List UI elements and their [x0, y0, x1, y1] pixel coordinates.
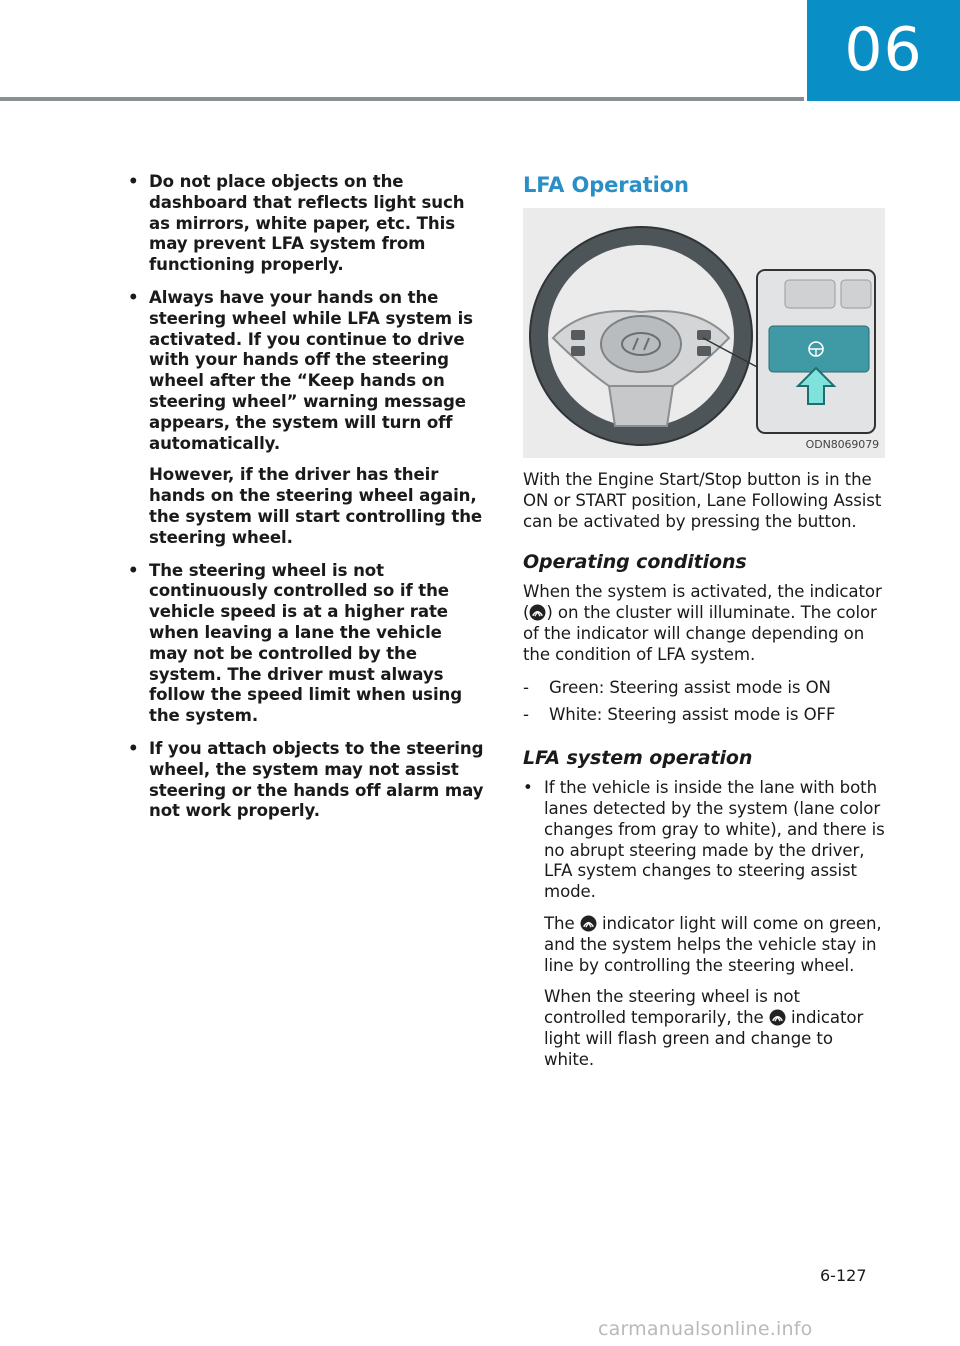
operating-conditions-heading: Operating conditions	[523, 551, 747, 574]
list-item	[128, 288, 484, 549]
watermark: carmanualsonline.info	[598, 1318, 813, 1340]
list-item	[523, 678, 885, 699]
operating-conditions-text	[523, 582, 885, 665]
chapter-tab: 06	[807, 0, 960, 101]
list-item-text	[544, 914, 885, 976]
page-number: 6-127	[820, 1266, 867, 1285]
lfa-button-figure	[523, 208, 885, 458]
list-item-text: Always have your hands on the steering wheel while LFA system is activated. If you continue to drive with your hands off the steering wheel after the “Keep hands on steering wheel” warning message appears, the system will turn off automatically.	[149, 287, 473, 453]
list-item	[523, 778, 885, 1070]
bullet-mark: •	[523, 778, 533, 798]
intro-paragraph: With the Engine Start/Stop button is in the ON or START position, Lane Following Assist can be activated by pressing the button.	[523, 470, 882, 531]
bullet-mark: •	[128, 172, 139, 191]
indicator-mode-list	[523, 678, 885, 727]
text-segment: indicator light will come on green, and the system helps the vehicle stay in line by controlling the steering wheel.	[544, 913, 882, 975]
right-column	[523, 170, 885, 1083]
section-title: LFA Operation	[523, 173, 689, 197]
list-item-text: Do not place objects on the dashboard that reflects light such as mirrors, white paper, etc. This may prevent LFA system from functioning properly.	[149, 172, 465, 275]
list-item	[128, 739, 484, 822]
dash-mark: -	[523, 677, 529, 697]
list-item-text: Green: Steering assist mode is ON	[549, 677, 831, 697]
list-item	[523, 705, 885, 726]
list-item-text: White: Steering assist mode is OFF	[549, 705, 836, 725]
dash-mark: -	[523, 705, 529, 725]
steering-wheel-illustration	[523, 208, 885, 458]
left-column	[128, 172, 484, 834]
warning-bullet-list	[128, 172, 484, 822]
header-rule	[0, 97, 804, 101]
list-item-text: However, if the driver has their hands on the steering wheel again, the system will start controlling the steering wheel.	[149, 465, 483, 547]
system-operation-heading: LFA system operation	[523, 747, 753, 770]
text-segment: When the system is activated, the indicator (	[523, 582, 882, 623]
list-item-text: If you attach objects to the steering wheel, the system may not assist steering or the hands off alarm may not work properly.	[149, 738, 484, 821]
list-item-text: If the vehicle is inside the lane with both lanes detected by the system (lane color changes from gray to white), and there is no abrupt steering made by the driver, LFA system changes to steering assist mode.	[544, 778, 885, 902]
lfa-indicator-icon	[769, 1009, 786, 1026]
lfa-indicator-icon	[580, 915, 597, 932]
system-operation-list	[523, 778, 885, 1070]
text-segment: indicator light will flash green and change to white.	[544, 1008, 864, 1069]
list-item	[128, 561, 484, 727]
text-segment: ) on the cluster will illuminate. The color of the indicator will change depending on the condition of LFA system.	[523, 603, 877, 664]
list-item-text	[544, 987, 885, 1070]
list-item	[128, 172, 484, 276]
text-segment: The	[544, 913, 575, 933]
bullet-mark: •	[128, 287, 139, 307]
bullet-mark: •	[128, 560, 139, 580]
wheel-hub	[601, 316, 681, 372]
lfa-indicator-icon	[529, 604, 546, 621]
text-segment: When the steering wheel is not controlled temporarily, the	[544, 987, 800, 1028]
list-item-text: The steering wheel is not continuously controlled so if the vehicle speed is at a higher rate when leaving a lane the vehicle may not be controlled by the system. The driver must always follow the speed limit when using the system.	[149, 560, 463, 726]
bullet-mark: •	[128, 738, 139, 758]
figure-code: ODN8069079	[805, 438, 879, 452]
